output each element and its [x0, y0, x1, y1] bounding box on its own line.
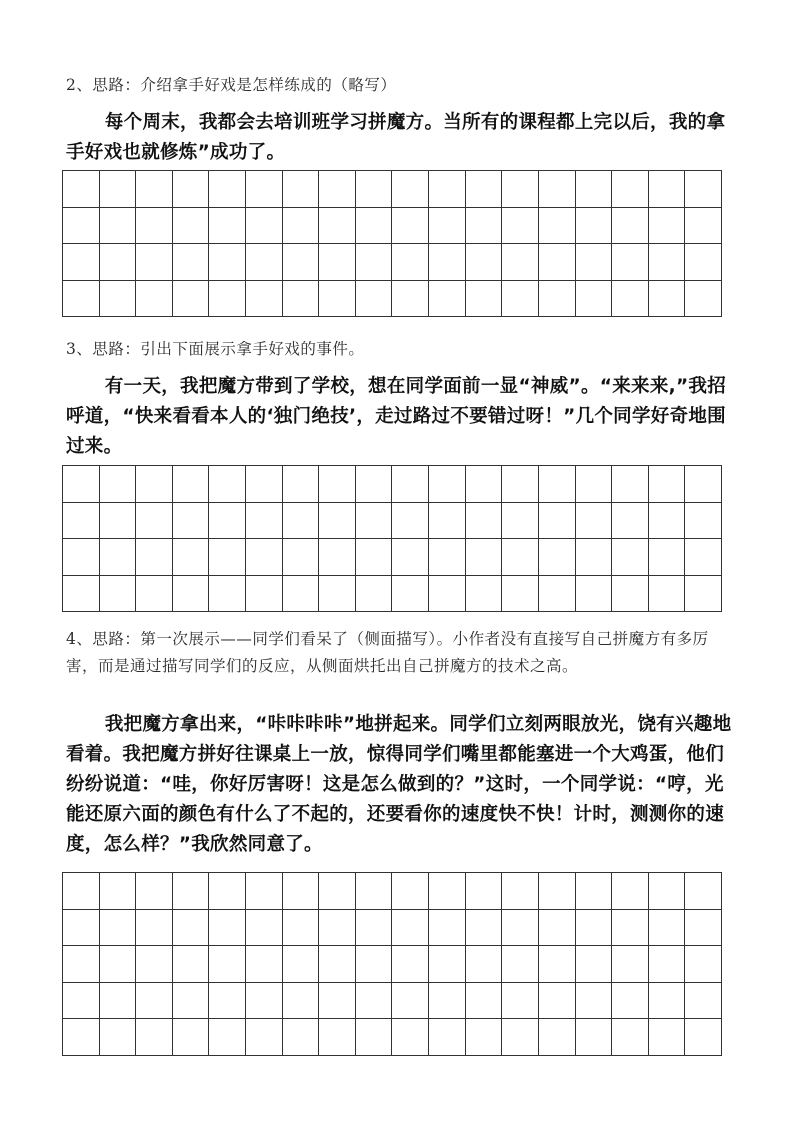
grid-cell[interactable] — [685, 873, 722, 910]
grid-cell[interactable] — [612, 539, 649, 576]
grid-cell[interactable] — [685, 946, 722, 983]
grid-cell[interactable] — [649, 1019, 686, 1056]
grid-cell[interactable] — [685, 208, 722, 245]
grid-cell[interactable] — [173, 281, 210, 318]
grid-cell[interactable] — [539, 539, 576, 576]
grid-cell[interactable] — [612, 1019, 649, 1056]
grid-cell[interactable] — [173, 503, 210, 540]
grid-cell[interactable] — [319, 946, 356, 983]
grid-cell[interactable] — [100, 208, 137, 245]
grid-cell[interactable] — [576, 910, 613, 947]
hint-section-2: 2、思路：介绍拿手好戏是怎样练成的（略写） — [66, 76, 397, 94]
grid-cell[interactable] — [392, 1019, 429, 1056]
grid-cell[interactable] — [392, 910, 429, 947]
grid-cell[interactable] — [100, 171, 137, 208]
grid-cell[interactable] — [136, 1019, 173, 1056]
grid-cell[interactable] — [283, 539, 320, 576]
grid-cell[interactable] — [283, 244, 320, 281]
grid-cell[interactable] — [502, 171, 539, 208]
grid-cell[interactable] — [612, 910, 649, 947]
grid-cell[interactable] — [429, 539, 466, 576]
grid-cell[interactable] — [539, 171, 576, 208]
grid-cell[interactable] — [685, 576, 722, 613]
grid-cell[interactable] — [246, 576, 283, 613]
grid-cell[interactable] — [319, 1019, 356, 1056]
grid-cell[interactable] — [136, 281, 173, 318]
grid-cell[interactable] — [63, 244, 100, 281]
grid-cell[interactable] — [209, 1019, 246, 1056]
grid-cell[interactable] — [173, 873, 210, 910]
grid-cell[interactable] — [173, 576, 210, 613]
grid-cell[interactable] — [685, 281, 722, 318]
grid-cell[interactable] — [246, 503, 283, 540]
grid-cell[interactable] — [173, 910, 210, 947]
grid-cell[interactable] — [685, 171, 722, 208]
grid-cell[interactable] — [63, 281, 100, 318]
grid-cell[interactable] — [612, 576, 649, 613]
grid-cell[interactable] — [612, 208, 649, 245]
grid-cell[interactable] — [685, 466, 722, 503]
grid-cell[interactable] — [502, 1019, 539, 1056]
grid-cell[interactable] — [649, 946, 686, 983]
grid-cell[interactable] — [392, 171, 429, 208]
grid-cell[interactable] — [100, 244, 137, 281]
grid-cell[interactable] — [209, 503, 246, 540]
grid-cell[interactable] — [100, 910, 137, 947]
grid-cell[interactable] — [100, 539, 137, 576]
grid-cell[interactable] — [429, 910, 466, 947]
grid-cell[interactable] — [576, 1019, 613, 1056]
grid-cell[interactable] — [173, 946, 210, 983]
grid-cell[interactable] — [539, 983, 576, 1020]
grid-cell[interactable] — [392, 983, 429, 1020]
grid-cell[interactable] — [246, 873, 283, 910]
grid-cell[interactable] — [649, 873, 686, 910]
grid-cell[interactable] — [649, 244, 686, 281]
grid-cell[interactable] — [209, 244, 246, 281]
grid-cell[interactable] — [209, 910, 246, 947]
grid-cell[interactable] — [173, 983, 210, 1020]
grid-cell[interactable] — [502, 576, 539, 613]
grid-cell[interactable] — [539, 244, 576, 281]
grid-cell[interactable] — [319, 281, 356, 318]
grid-cell[interactable] — [649, 171, 686, 208]
grid-cell[interactable] — [502, 539, 539, 576]
grid-cell[interactable] — [429, 873, 466, 910]
grid-cell[interactable] — [576, 946, 613, 983]
grid-cell[interactable] — [209, 873, 246, 910]
grid-cell[interactable] — [173, 244, 210, 281]
grid-cell[interactable] — [63, 873, 100, 910]
grid-cell[interactable] — [392, 539, 429, 576]
writing-grid-section-4[interactable] — [62, 872, 722, 1056]
grid-cell[interactable] — [356, 946, 393, 983]
grid-cell[interactable] — [685, 539, 722, 576]
grid-cell[interactable] — [319, 244, 356, 281]
grid-cell[interactable] — [685, 244, 722, 281]
grid-cell[interactable] — [246, 244, 283, 281]
grid-cell[interactable] — [100, 983, 137, 1020]
grid-cell[interactable] — [576, 576, 613, 613]
grid-cell[interactable] — [356, 503, 393, 540]
grid-cell[interactable] — [612, 503, 649, 540]
grid-cell[interactable] — [283, 466, 320, 503]
grid-cell[interactable] — [63, 946, 100, 983]
grid-cell[interactable] — [466, 281, 503, 318]
grid-cell[interactable] — [539, 946, 576, 983]
grid-cell[interactable] — [576, 503, 613, 540]
grid-cell[interactable] — [283, 910, 320, 947]
grid-cell[interactable] — [539, 503, 576, 540]
grid-cell[interactable] — [283, 1019, 320, 1056]
grid-cell[interactable] — [209, 466, 246, 503]
grid-cell[interactable] — [612, 466, 649, 503]
grid-cell[interactable] — [466, 208, 503, 245]
grid-cell[interactable] — [429, 576, 466, 613]
grid-cell[interactable] — [466, 873, 503, 910]
grid-cell[interactable] — [63, 503, 100, 540]
grid-cell[interactable] — [63, 208, 100, 245]
grid-cell[interactable] — [685, 910, 722, 947]
grid-cell[interactable] — [356, 873, 393, 910]
writing-grid-section-2[interactable] — [62, 170, 722, 317]
grid-cell[interactable] — [466, 576, 503, 613]
grid-cell[interactable] — [502, 910, 539, 947]
grid-cell[interactable] — [356, 208, 393, 245]
grid-cell[interactable] — [100, 576, 137, 613]
grid-cell[interactable] — [649, 983, 686, 1020]
grid-cell[interactable] — [612, 873, 649, 910]
grid-cell[interactable] — [649, 466, 686, 503]
grid-cell[interactable] — [63, 983, 100, 1020]
grid-cell[interactable] — [649, 910, 686, 947]
grid-cell[interactable] — [429, 1019, 466, 1056]
grid-cell[interactable] — [429, 244, 466, 281]
grid-cell[interactable] — [539, 873, 576, 910]
grid-cell[interactable] — [246, 946, 283, 983]
grid-cell[interactable] — [429, 983, 466, 1020]
grid-cell[interactable] — [63, 576, 100, 613]
grid-cell[interactable] — [136, 503, 173, 540]
grid-cell[interactable] — [283, 503, 320, 540]
grid-cell[interactable] — [466, 910, 503, 947]
grid-cell[interactable] — [283, 281, 320, 318]
grid-cell[interactable] — [173, 171, 210, 208]
grid-cell[interactable] — [209, 576, 246, 613]
grid-cell[interactable] — [63, 466, 100, 503]
hint-section-4: 4、思路：第一次展示——同学们看呆了（侧面描写）。小作者没有直接写自己拼魔方有多厉害，而是通过描写同学们的反应，从侧面烘托出自己拼魔方的技术之高。 — [66, 630, 709, 675]
grid-cell[interactable] — [63, 539, 100, 576]
grid-cell[interactable] — [246, 1019, 283, 1056]
grid-cell[interactable] — [209, 171, 246, 208]
grid-cell[interactable] — [502, 281, 539, 318]
grid-cell[interactable] — [502, 244, 539, 281]
grid-cell[interactable] — [173, 208, 210, 245]
grid-cell[interactable] — [466, 244, 503, 281]
grid-cell[interactable] — [209, 208, 246, 245]
grid-cell[interactable] — [319, 910, 356, 947]
grid-cell[interactable] — [283, 946, 320, 983]
hint-section-3: 3、思路：引出下面展示拿手好戏的事件。 — [66, 340, 365, 358]
grid-cell[interactable] — [246, 910, 283, 947]
grid-cell[interactable] — [209, 281, 246, 318]
grid-cell[interactable] — [392, 244, 429, 281]
grid-cell[interactable] — [576, 466, 613, 503]
grid-cell[interactable] — [319, 576, 356, 613]
grid-cell[interactable] — [136, 910, 173, 947]
grid-cell[interactable] — [429, 208, 466, 245]
grid-cell[interactable] — [502, 873, 539, 910]
grid-cell[interactable] — [173, 539, 210, 576]
grid-cell[interactable] — [283, 576, 320, 613]
grid-cell[interactable] — [502, 208, 539, 245]
grid-cell[interactable] — [502, 466, 539, 503]
grid-cell[interactable] — [466, 946, 503, 983]
grid-cell[interactable] — [319, 208, 356, 245]
grid-cell[interactable] — [63, 910, 100, 947]
paragraph-section-4: 我把魔方拿出来，“咔咔咔咔”地拼起来。同学们立刻两眼放光，饶有兴趣地看着。我把魔方拼好往课桌上一放，惊得同学们嘴里都能塞进一个大鸡蛋，他们纷纷说道：“哇，你好厉害呀！这是怎么做到的？”这时，一个同学说：“哼，光能还原六面的颜色有什么了不起的，还要看你的速度快不快！计时，测测你的速度，怎么样？”我欣然同意了。 — [66, 714, 732, 855]
grid-cell[interactable] — [100, 466, 137, 503]
grid-cell[interactable] — [392, 208, 429, 245]
grid-cell[interactable] — [392, 503, 429, 540]
grid-cell[interactable] — [63, 171, 100, 208]
grid-cell[interactable] — [539, 208, 576, 245]
grid-cell[interactable] — [649, 281, 686, 318]
grid-cell[interactable] — [429, 466, 466, 503]
grid-cell[interactable] — [356, 983, 393, 1020]
grid-cell[interactable] — [649, 539, 686, 576]
grid-cell[interactable] — [100, 873, 137, 910]
grid-cell[interactable] — [136, 873, 173, 910]
grid-cell[interactable] — [246, 983, 283, 1020]
grid-cell[interactable] — [612, 983, 649, 1020]
grid-cell[interactable] — [319, 539, 356, 576]
grid-cell[interactable] — [649, 576, 686, 613]
grid-cell[interactable] — [502, 503, 539, 540]
grid-cell[interactable] — [100, 1019, 137, 1056]
grid-cell[interactable] — [283, 873, 320, 910]
grid-cell[interactable] — [246, 171, 283, 208]
grid-cell[interactable] — [685, 503, 722, 540]
grid-cell[interactable] — [466, 466, 503, 503]
grid-cell[interactable] — [612, 244, 649, 281]
grid-cell[interactable] — [319, 171, 356, 208]
grid-cell[interactable] — [466, 171, 503, 208]
grid-cell[interactable] — [136, 171, 173, 208]
grid-cell[interactable] — [502, 983, 539, 1020]
grid-cell[interactable] — [209, 983, 246, 1020]
grid-cell[interactable] — [539, 281, 576, 318]
grid-cell[interactable] — [356, 171, 393, 208]
grid-cell[interactable] — [392, 281, 429, 318]
grid-cell[interactable] — [209, 539, 246, 576]
grid-cell[interactable] — [392, 466, 429, 503]
grid-cell[interactable] — [466, 1019, 503, 1056]
grid-cell[interactable] — [136, 208, 173, 245]
grid-cell[interactable] — [283, 171, 320, 208]
grid-cell[interactable] — [319, 873, 356, 910]
grid-cell[interactable] — [539, 576, 576, 613]
grid-cell[interactable] — [576, 244, 613, 281]
grid-cell[interactable] — [356, 281, 393, 318]
grid-cell[interactable] — [246, 208, 283, 245]
grid-cell[interactable] — [612, 281, 649, 318]
grid-cell[interactable] — [612, 946, 649, 983]
grid-cell[interactable] — [356, 910, 393, 947]
grid-cell[interactable] — [319, 503, 356, 540]
grid-cell[interactable] — [283, 208, 320, 245]
grid-cell[interactable] — [429, 503, 466, 540]
grid-cell[interactable] — [392, 576, 429, 613]
grid-cell[interactable] — [429, 281, 466, 318]
grid-cell[interactable] — [319, 466, 356, 503]
grid-cell[interactable] — [576, 873, 613, 910]
grid-cell[interactable] — [429, 946, 466, 983]
grid-cell[interactable] — [576, 208, 613, 245]
grid-cell[interactable] — [576, 171, 613, 208]
grid-cell[interactable] — [246, 466, 283, 503]
grid-cell[interactable] — [246, 539, 283, 576]
grid-cell[interactable] — [392, 873, 429, 910]
paragraph-section-2: 每个周末，我都会去培训班学习拼魔方。当所有的课程都上完以后，我的拿手好戏也就修炼”成功了。 — [66, 112, 726, 163]
grid-cell[interactable] — [649, 503, 686, 540]
grid-cell[interactable] — [209, 946, 246, 983]
grid-cell[interactable] — [63, 1019, 100, 1056]
grid-cell[interactable] — [466, 503, 503, 540]
grid-cell[interactable] — [612, 171, 649, 208]
grid-cell[interactable] — [576, 539, 613, 576]
grid-cell[interactable] — [685, 1019, 722, 1056]
grid-cell[interactable] — [356, 466, 393, 503]
grid-cell[interactable] — [502, 946, 539, 983]
grid-cell[interactable] — [429, 171, 466, 208]
grid-cell[interactable] — [283, 983, 320, 1020]
grid-cell[interactable] — [649, 208, 686, 245]
grid-cell[interactable] — [173, 1019, 210, 1056]
grid-cell[interactable] — [539, 910, 576, 947]
grid-cell[interactable] — [100, 946, 137, 983]
grid-cell[interactable] — [136, 946, 173, 983]
grid-cell[interactable] — [173, 466, 210, 503]
grid-cell[interactable] — [392, 946, 429, 983]
grid-cell[interactable] — [136, 539, 173, 576]
grid-cell[interactable] — [576, 983, 613, 1020]
grid-cell[interactable] — [136, 576, 173, 613]
writing-grid-section-3[interactable] — [62, 465, 722, 612]
grid-cell[interactable] — [136, 244, 173, 281]
grid-cell[interactable] — [319, 983, 356, 1020]
grid-cell[interactable] — [356, 576, 393, 613]
grid-cell[interactable] — [466, 983, 503, 1020]
grid-cell[interactable] — [246, 281, 283, 318]
grid-cell[interactable] — [136, 466, 173, 503]
grid-cell[interactable] — [356, 1019, 393, 1056]
grid-cell[interactable] — [685, 983, 722, 1020]
grid-cell[interactable] — [136, 983, 173, 1020]
grid-cell[interactable] — [576, 281, 613, 318]
grid-cell[interactable] — [356, 539, 393, 576]
grid-cell[interactable] — [539, 1019, 576, 1056]
grid-cell[interactable] — [539, 466, 576, 503]
grid-cell[interactable] — [100, 281, 137, 318]
grid-cell[interactable] — [466, 539, 503, 576]
paragraph-section-3: 有一天，我把魔方带到了学校，想在同学面前一显“神威”。“来来来,”我招呼道，“快来看看本人的‘独门绝技’，走过路过不要错过呀！”几个同学好奇地围过来。 — [66, 376, 727, 457]
grid-cell[interactable] — [100, 503, 137, 540]
grid-cell[interactable] — [356, 244, 393, 281]
